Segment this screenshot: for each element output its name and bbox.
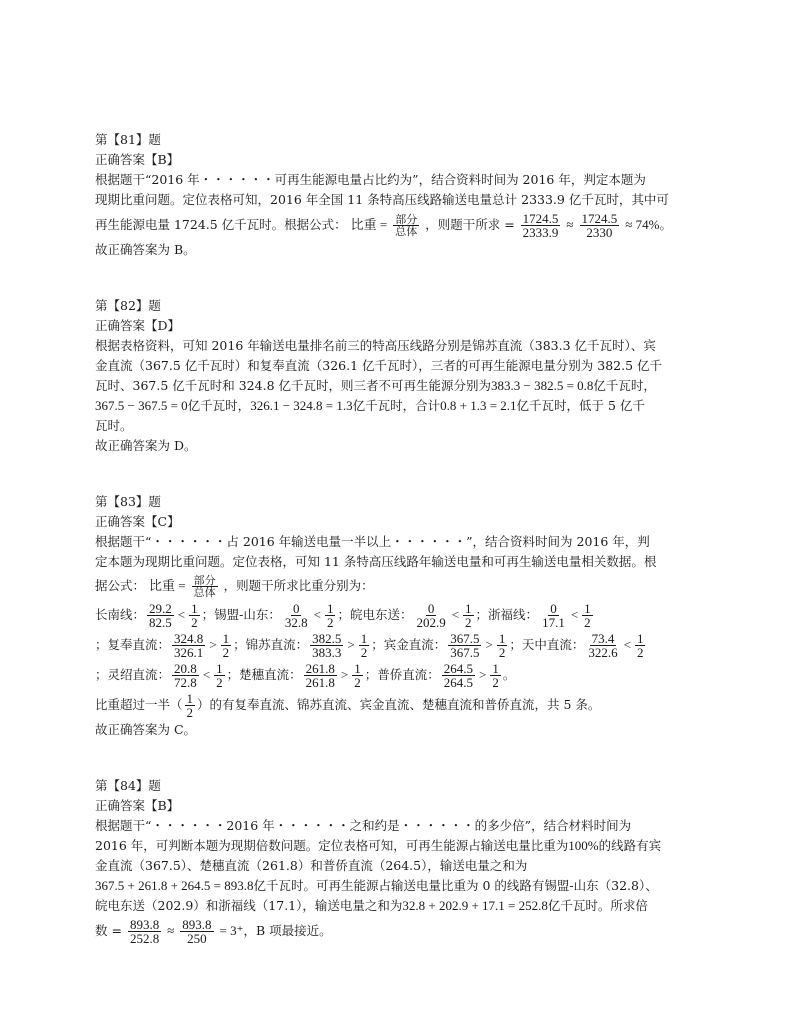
fraction: $\frac{1724.5}{2330}$	[581, 211, 618, 240]
question-83	[95, 492, 710, 740]
ratio-fraction: $\frac{0}{32.8}$	[284, 601, 308, 630]
ratio-fraction: $\frac{0}{202.9}$	[416, 601, 446, 630]
explanation-line: 根据题干“・・・・・・2016 年・・・・・・之和约是・・・・・・的多少倍”，结合材料时间为	[95, 818, 632, 833]
explanation-formula-line: 再生能源电量 1724.5 亿千瓦时。根据公式： 比重 = $\frac{\text{部分}}{\text{总体}}$ ，则题干所求 = $\frac{1724.5}{2333.9}$ ≈ $\frac{1724.5}{2330}$ ≈ 74%。	[95, 211, 672, 240]
approx-sign: ≈	[566, 217, 574, 232]
half-fraction: $\frac{1}{2}$	[216, 661, 223, 690]
comparison-sign: <	[623, 637, 631, 652]
question-title: 第【83】题	[95, 494, 161, 509]
approx-sign: ≈	[167, 923, 175, 938]
half-fraction: $\frac{1}{2}$	[186, 691, 194, 720]
explanation-line: 根据题干“・・・・・・占 2016 年输送电量一半以上・・・・・・”，结合资料时间为 2016 年，判	[95, 534, 650, 549]
summary: 比重超过一半（ $\frac{1}{2}$ ）的有复奉直流、锦苏直流、宾金直流、楚穗直流和普侨直流，共 5 条。	[95, 691, 601, 720]
ratio-item	[371, 631, 509, 660]
question-title: 第【81】题	[95, 132, 161, 147]
half-fraction: $\frac{1}{2}$	[191, 601, 198, 630]
ratio-item	[201, 601, 338, 630]
fraction: $\frac{1724.5}{2333.9}$	[522, 211, 559, 240]
line-name: ；楚穗直流：	[226, 667, 302, 682]
question-84	[95, 776, 710, 946]
ratio-item	[226, 661, 365, 690]
math-expression: 367.5 + 261.8 + 264.5 = 893.8	[95, 878, 254, 893]
explanation-line: 瓦时。	[95, 418, 133, 433]
ratio-fraction: $\frac{324.8}{326.1}$	[174, 631, 204, 660]
ratio-fraction: $\frac{367.5}{367.5}$	[450, 631, 480, 660]
correct-answer: 正确答案【B】	[95, 798, 180, 813]
correct-answer: 正确答案【C】	[95, 514, 180, 529]
formula-fraction: $\frac{\text{部分}}{\text{总体}}$	[193, 574, 216, 599]
formula-lhs: 比重 =	[149, 578, 186, 593]
explanation-line: 皖电东送（202.9）和浙福线（17.1），输送电量之和为32.8 + 202.9 + 17.1 = 252.8亿千瓦时。所求倍	[95, 898, 648, 913]
math-expression: 367.5 − 367.5 = 0	[95, 398, 188, 413]
ratio-item	[233, 631, 371, 660]
explanation-line: 根据表格资料，可知 2016 年输送电量排名前三的特高压线路分别是锦苏直流（383.3 亿千瓦时）、宾	[95, 338, 656, 353]
question-title: 第【84】题	[95, 778, 161, 793]
explanation-text: ，则题干所求 =	[425, 217, 515, 232]
ratio-item	[509, 631, 647, 660]
result: = 3⁺	[219, 923, 244, 938]
explanation-line: 金直流（367.5 亿千瓦时）和复奉直流（326.1 亿千瓦时），三者的可再生能源电量分别为 382.5 亿千	[95, 358, 662, 373]
line-name: ；宾金直流：	[371, 637, 447, 652]
explanation-line: 367.5 − 367.5 = 0亿千瓦时，326.1 − 324.8 = 1.3亿千瓦时，合计0.8 + 1.3 = 2.1亿千瓦时，低于 5 亿千	[95, 398, 645, 413]
conclusion: 故正确答案为 C。	[95, 722, 197, 737]
half-fraction: $\frac{1}{2}$	[354, 661, 361, 690]
fraction: $\frac{893.8}{252.8}$	[129, 917, 160, 946]
line-name: ；锡盟-山东：	[201, 607, 281, 622]
comparison-sign: >	[485, 637, 493, 652]
ratio-item	[95, 601, 202, 630]
line-name: ；天中直流：	[509, 637, 585, 652]
half-fraction: $\frac{1}{2}$	[222, 631, 230, 660]
line-name: ；复奉直流：	[95, 637, 171, 652]
ratio-fraction: $\frac{261.8}{261.8}$	[305, 661, 335, 690]
half-fraction: $\frac{1}{2}$	[360, 631, 368, 660]
ratio-item	[337, 601, 475, 630]
half-fraction: $\frac{1}{2}$	[465, 601, 472, 630]
line-name: ；锦苏直流：	[233, 637, 309, 652]
ratio-fraction: $\frac{0}{17.1}$	[542, 601, 565, 630]
explanation-line: 现期比重问题。定位表格可知，2016 年全国 11 条特高压线路输送电量总计 2333.9 亿千瓦时，其中可	[95, 192, 669, 207]
explanation-line: 金直流（367.5）、楚穗直流（261.8）和普侨直流（264.5），输送电量之和为	[95, 858, 528, 873]
correct-answer: 正确答案【D】	[95, 318, 181, 333]
line-name: ；浙福线：	[475, 607, 539, 622]
math-expression: 32.8 + 202.9 + 17.1 = 252.8	[402, 898, 548, 913]
line-name: ；皖电东送：	[337, 607, 413, 622]
math-expression: 0.8 + 1.3 = 2.1	[440, 398, 517, 413]
comparison-sign: <	[202, 667, 211, 682]
ratio-fraction: $\frac{20.8}{72.8}$	[174, 661, 197, 690]
explanation-line: 根据题干“2016 年・・・・・・可再生能源电量占比约为”，结合资料时间为 2016 年，判定本题为	[95, 172, 646, 187]
half-fraction: $\frac{1}{2}$	[326, 601, 334, 630]
comparison-sign: >	[478, 667, 487, 682]
explanation-formula-line: 据公式： 比重 = $\frac{\text{部分}}{\text{总体}}$ ，则题干所求比重分别为：	[95, 574, 374, 599]
question-81	[95, 130, 710, 260]
ratio-fraction: $\frac{382.5}{383.3}$	[312, 631, 342, 660]
ratio-item	[475, 601, 595, 630]
formula-fraction: $\frac{\text{部分}}{\text{总体}}$	[395, 213, 418, 238]
explanation-line: 2016 年，可判断本题为现期倍数问题。定位表格可知，可再生能源占输送电量比重为100%的线路有宾	[95, 838, 662, 853]
question-82	[95, 296, 710, 456]
question-title: 第【82】题	[95, 298, 161, 313]
half-fraction: $\frac{1}{2}$	[584, 601, 591, 630]
conclusion: 故正确答案为 B。	[95, 242, 196, 257]
explanation-formula-line: 数 = $\frac{893.8}{252.8}$ ≈ $\frac{893.8}{250}$ = 3⁺，B 项最接近。	[95, 917, 332, 946]
comparison-sign: <	[177, 607, 186, 622]
explanation-text: 再生能源电量 1724.5 亿千瓦时。根据公式：	[95, 217, 347, 232]
ratio-item	[95, 631, 233, 660]
comparison-sign: <	[451, 607, 460, 622]
fraction: $\frac{893.8}{250}$	[182, 917, 212, 946]
math-expression: 383.3 − 382.5 = 0.8	[491, 378, 594, 393]
ratio-fraction: $\frac{29.2}{82.5}$	[149, 601, 172, 630]
line-name: 长南线：	[95, 607, 146, 622]
formula-lhs: 比重 =	[350, 217, 388, 232]
ratio-item	[95, 661, 227, 690]
half-fraction: $\frac{1}{2}$	[492, 661, 499, 690]
comparison-sign: >	[209, 637, 217, 652]
ratio-fraction: $\frac{264.5}{264.5}$	[443, 661, 473, 690]
ratio-list: 长南线： $\frac{29.2}{82.5}$ < $\frac{1}{2}$ ；锡盟-山东： $\frac{0}{32.8}$ < $\frac{1}{2}$ ；皖电东送： $\frac{0}{202.9}$ < $\frac{1}{2}$ ；浙福线： $\frac{0}{17.1}$ < $\frac{1}{2}$ ；复奉直流： $\frac{324.8}{326.1}$ > $\frac{1}{2}$ ；锦苏直流： $\frac{382.5}{383.3}$ > $\frac{1}{2}$ ；宾金直流： $\frac{367.5}{367.5}$ > $\frac{1}{2}$ ；天中直流： $\frac{73.4}{322.6}$ < $\frac{1}{2}$ ；灵绍直流： $\frac{20.8}{72.8}$ < $\frac{1}{2}$ ；楚穗直流： $\frac{261.8}{261.8}$ > $\frac{1}{2}$ ；普侨直流： $\frac{264.5}{264.5}$ > $\frac{1}{2}$ 。	[95, 600, 710, 690]
conclusion: 故正确答案为 D。	[95, 438, 197, 453]
explanation-line: 瓦时、367.5 亿千瓦时和 324.8 亿千瓦时，则三者不可再生能源分别为383.3 − 382.5 = 0.8亿千瓦时，	[95, 378, 656, 393]
ratio-fraction: $\frac{73.4}{322.6}$	[588, 631, 618, 660]
line-name: ；灵绍直流：	[95, 667, 171, 682]
comparison-sign: >	[340, 667, 349, 682]
math-expression: 326.1 − 324.8 = 1.3	[250, 398, 353, 413]
explanation-line: 定本题为现期比重问题。定位表格，可知 11 条特高压线路年输送电量和可再生输送电量相关数据。根	[95, 554, 657, 569]
explanation-line: 367.5 + 261.8 + 264.5 = 893.8亿千瓦时。可再生能源占输送电量比重为 0 的线路有锡盟-山东（32.8）、	[95, 878, 658, 893]
half-fraction: $\frac{1}{2}$	[498, 631, 506, 660]
solutions-page	[95, 130, 710, 976]
comparison-sign: <	[570, 607, 579, 622]
comparison-sign: >	[347, 637, 355, 652]
comparison-sign: <	[313, 607, 321, 622]
correct-answer: 正确答案【B】	[95, 152, 180, 167]
line-name: ；普侨直流：	[364, 667, 440, 682]
ratio-item	[364, 661, 503, 690]
half-fraction: $\frac{1}{2}$	[636, 631, 644, 660]
result: ≈ 74%	[625, 217, 660, 232]
math-expression: 100%	[568, 838, 599, 853]
